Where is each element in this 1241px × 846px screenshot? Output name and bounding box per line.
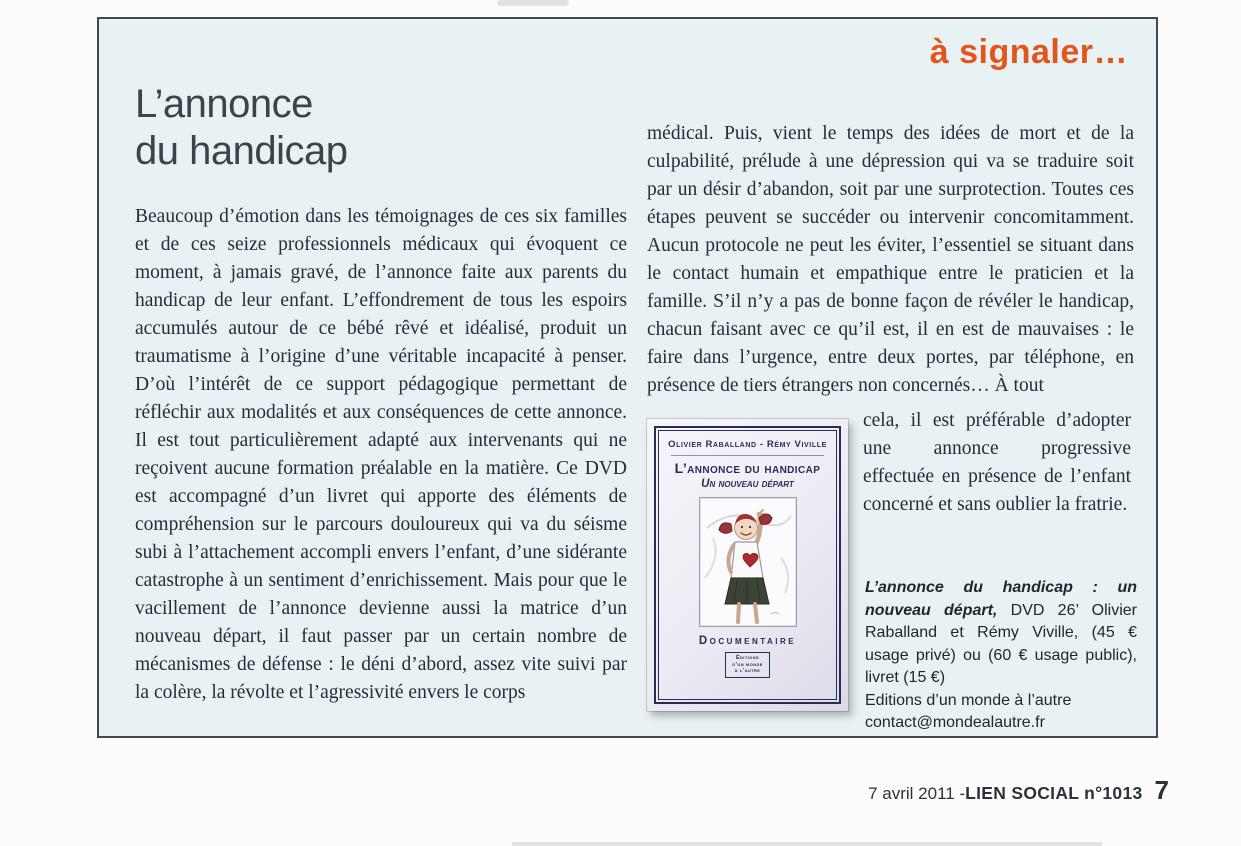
article-column-right-wrap: cela, il est préférable d’adopter une annonce progressive effectuée en présence de l’enfant concerné et sans oublier la fratrie. (863, 410, 1131, 515)
caption-publisher: Editions d’un monde à l’autre (865, 691, 1072, 709)
dvd-genre-label: Documentaire (698, 635, 797, 647)
article-column-right-upper: médical. Puis, vient le temps des idées de mort et de la culpabilité, prélude à une dépression qui va se traduire soit par un désir d’abandon, soit par une surprotection. Toutes ces étapes peuvent se succéder ou intervenir concomitamment. Aucun protocole ne peut les éviter, l’essentiel se situant dans le contact humain et empathique entre le praticien et la famille. S’il n’y a pas de bonne façon de révéler le handicap, chacun faisant avec ce qu’il est, il en est de mauvaises : le faire dans l’urgence, entre deux portes, par téléphone, en présence de tiers étrangers non concernés… À tout (647, 123, 1134, 396)
dvd-publisher-line3: à l’autre (734, 668, 761, 674)
dvd-caption (865, 577, 1137, 735)
page-footer (868, 775, 1169, 806)
caption-credits: DVD 26’ Olivier Raballand et Rémy Viville, (45 € usage privé) ou (60 € usage public), livret (15 €) (865, 601, 1138, 686)
article-title (135, 81, 347, 175)
footer-date: 7 avril 2011 - (868, 784, 966, 803)
dvd-publisher-line1: Éditions (735, 655, 760, 661)
girl-illustration (701, 498, 795, 624)
footer-magazine: LIEN SOCIAL n°1013 (965, 783, 1143, 803)
dvd-title: L’annonce du handicap (674, 460, 821, 476)
article-title-line2: du handicap (135, 129, 348, 173)
dvd-rule (671, 455, 823, 456)
caption-title: L’annonce du handicap : un nouveau départ, (865, 579, 1137, 619)
dvd-cover-inner (658, 430, 837, 700)
footer-page-number: 7 (1154, 775, 1169, 805)
article-title-line1: L’annonce (135, 82, 313, 126)
dvd-subtitle: Un nouveau départ (701, 478, 794, 490)
dvd-publisher-line2: d’un monde (732, 661, 763, 668)
article-column-left: Beaucoup d’émotion dans les témoignages de ces six familles et de ces seize professionnels médicaux qui évoquent ce moment, à jamais gravé, de l’annonce faite aux parents du handicap de leur enfant. L’effondrement de tous les espoirs accumulés autour de ce bébé rêvé et idéalisé, produit un traumatisme à l’origine d’une véritable incapacité à penser. D’où l’intérêt de ce support pédagogique permettant de réfléchir aux modalités et aux conséquences de cette annonce. Il est tout particulièrement adapté aux intervenants qui ne reçoivent aucune formation préalable en la matière. Ce DVD est accompagné d’un livret qui apporte des éléments de compréhension sur le parcours douloureux qui va du séisme subi à l’attachement accompli envers l’enfant, d’une sidérante catastrophe à un sentiment d’enrichissement. Mais pour que le vacillement de l’annonce devienne aussi la matrice d’un nouveau départ, il faut passer par un certain nombre de mécanismes de défense : le déni d’abord, assez vite suivi par la colère, la révolte et l’agressivité envers le corps (135, 206, 627, 703)
dvd-cover (647, 419, 848, 711)
section-header-a-signaler: à signaler… (929, 33, 1128, 71)
scan-artifact-top (497, 0, 569, 6)
dvd-authors: Olivier Raballand - Rémy Viville (668, 439, 827, 450)
dvd-cover-frame (654, 426, 841, 704)
dvd-publisher-logo (725, 652, 770, 678)
scan-artifact-bottom (512, 842, 1102, 846)
article-panel (97, 17, 1158, 738)
dvd-illustration-frame (699, 497, 797, 627)
caption-email: contact@mondealautre.fr (865, 714, 1045, 731)
